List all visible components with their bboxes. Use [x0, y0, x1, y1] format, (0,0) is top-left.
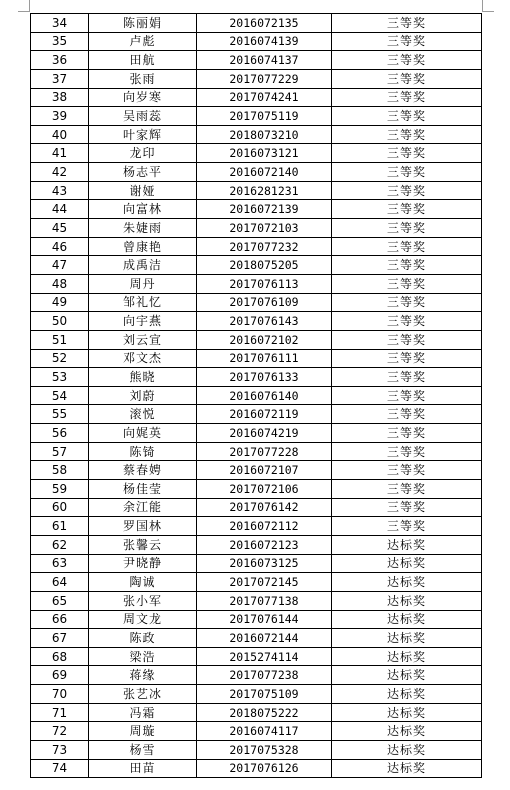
table-row — [31, 181, 482, 200]
row-number-cell: 73 — [31, 740, 89, 759]
student-id-cell: 2016072112 — [197, 517, 332, 536]
student-id-cell: 2017076143 — [197, 312, 332, 331]
student-id-cell: 2016072102 — [197, 330, 332, 349]
student-id-cell: 2017075109 — [197, 685, 332, 704]
student-name-cell: 向宇燕 — [89, 312, 197, 331]
student-id-cell: 2017072103 — [197, 219, 332, 238]
table-row — [31, 219, 482, 238]
table-row — [31, 685, 482, 704]
student-name-cell: 余江能 — [89, 498, 197, 517]
table-row — [31, 312, 482, 331]
table-row — [31, 256, 482, 275]
award-cell: 三等奖 — [332, 480, 482, 499]
student-id-cell: 2016073125 — [197, 554, 332, 573]
student-id-cell: 2016074219 — [197, 424, 332, 443]
student-name-cell: 周文龙 — [89, 610, 197, 629]
table-row — [31, 722, 482, 741]
row-number-cell: 34 — [31, 14, 89, 33]
row-number-cell: 66 — [31, 610, 89, 629]
award-table — [30, 13, 482, 778]
table-row — [31, 200, 482, 219]
student-id-cell: 2016072135 — [197, 14, 332, 33]
award-cell: 三等奖 — [332, 181, 482, 200]
student-id-cell: 2017075328 — [197, 740, 332, 759]
student-id-cell: 2017077138 — [197, 591, 332, 610]
student-id-cell: 2015274114 — [197, 647, 332, 666]
table-row — [31, 442, 482, 461]
award-cell: 三等奖 — [332, 386, 482, 405]
student-name-cell: 吴雨蕊 — [89, 107, 197, 126]
student-name-cell: 田苗 — [89, 759, 197, 778]
table-row — [31, 666, 482, 685]
award-cell: 三等奖 — [332, 312, 482, 331]
student-name-cell: 陈锜 — [89, 442, 197, 461]
award-cell: 三等奖 — [332, 69, 482, 88]
student-name-cell: 朱婕雨 — [89, 219, 197, 238]
award-cell: 三等奖 — [332, 237, 482, 256]
award-cell: 三等奖 — [332, 32, 482, 51]
table-row — [31, 740, 482, 759]
row-number-cell: 44 — [31, 200, 89, 219]
row-number-cell: 54 — [31, 386, 89, 405]
table-row — [31, 88, 482, 107]
student-name-cell: 邹礼忆 — [89, 293, 197, 312]
table-row — [31, 51, 482, 70]
student-id-cell: 2017074241 — [197, 88, 332, 107]
award-cell: 三等奖 — [332, 14, 482, 33]
student-id-cell: 2016076140 — [197, 386, 332, 405]
student-id-cell: 2016072107 — [197, 461, 332, 480]
student-name-cell: 梁浩 — [89, 647, 197, 666]
student-name-cell: 叶家辉 — [89, 125, 197, 144]
student-id-cell: 2017076133 — [197, 368, 332, 387]
table-row — [31, 498, 482, 517]
student-name-cell: 张艺冰 — [89, 685, 197, 704]
student-name-cell: 陈政 — [89, 629, 197, 648]
student-id-cell: 2017077238 — [197, 666, 332, 685]
student-name-cell: 周璇 — [89, 722, 197, 741]
student-id-cell: 2016074137 — [197, 51, 332, 70]
row-number-cell: 50 — [31, 312, 89, 331]
row-number-cell: 71 — [31, 703, 89, 722]
award-cell: 三等奖 — [332, 405, 482, 424]
award-cell: 三等奖 — [332, 163, 482, 182]
table-row — [31, 144, 482, 163]
student-name-cell: 蒋缘 — [89, 666, 197, 685]
row-number-cell: 68 — [31, 647, 89, 666]
row-number-cell: 36 — [31, 51, 89, 70]
award-cell: 三等奖 — [332, 293, 482, 312]
table-row — [31, 237, 482, 256]
student-id-cell: 2016072119 — [197, 405, 332, 424]
student-id-cell: 2016073121 — [197, 144, 332, 163]
row-number-cell: 42 — [31, 163, 89, 182]
student-id-cell: 2017072106 — [197, 480, 332, 499]
student-name-cell: 尹晓静 — [89, 554, 197, 573]
table-row — [31, 517, 482, 536]
row-number-cell: 67 — [31, 629, 89, 648]
student-name-cell: 陈丽娟 — [89, 14, 197, 33]
award-cell: 达标奖 — [332, 703, 482, 722]
award-cell: 达标奖 — [332, 573, 482, 592]
table-row — [31, 647, 482, 666]
student-name-cell: 周丹 — [89, 274, 197, 293]
award-cell: 三等奖 — [332, 125, 482, 144]
row-number-cell: 38 — [31, 88, 89, 107]
row-number-cell: 46 — [31, 237, 89, 256]
award-cell: 三等奖 — [332, 442, 482, 461]
row-number-cell: 39 — [31, 107, 89, 126]
table-row — [31, 703, 482, 722]
row-number-cell: 58 — [31, 461, 89, 480]
award-table-body — [31, 14, 482, 778]
table-row — [31, 386, 482, 405]
student-id-cell: 2018075222 — [197, 703, 332, 722]
student-id-cell: 2018075205 — [197, 256, 332, 275]
student-name-cell: 蔡春娉 — [89, 461, 197, 480]
row-number-cell: 59 — [31, 480, 89, 499]
page-corner-mark-right — [482, 0, 494, 12]
table-row — [31, 32, 482, 51]
student-name-cell: 熊晓 — [89, 368, 197, 387]
table-row — [31, 610, 482, 629]
student-id-cell: 2017077228 — [197, 442, 332, 461]
table-row — [31, 293, 482, 312]
row-number-cell: 69 — [31, 666, 89, 685]
award-cell: 达标奖 — [332, 740, 482, 759]
award-cell: 达标奖 — [332, 666, 482, 685]
row-number-cell: 41 — [31, 144, 89, 163]
student-id-cell: 2016072123 — [197, 535, 332, 554]
award-cell: 三等奖 — [332, 107, 482, 126]
student-name-cell: 张小军 — [89, 591, 197, 610]
table-row — [31, 125, 482, 144]
award-cell: 三等奖 — [332, 219, 482, 238]
award-cell: 三等奖 — [332, 349, 482, 368]
student-id-cell: 2016074117 — [197, 722, 332, 741]
row-number-cell: 74 — [31, 759, 89, 778]
row-number-cell: 37 — [31, 69, 89, 88]
student-id-cell: 2017077229 — [197, 69, 332, 88]
table-row — [31, 535, 482, 554]
student-id-cell: 2017076142 — [197, 498, 332, 517]
award-cell: 三等奖 — [332, 144, 482, 163]
student-id-cell: 2016072140 — [197, 163, 332, 182]
award-cell: 三等奖 — [332, 498, 482, 517]
row-number-cell: 56 — [31, 424, 89, 443]
award-cell: 三等奖 — [332, 256, 482, 275]
table-row — [31, 591, 482, 610]
award-cell: 达标奖 — [332, 685, 482, 704]
student-name-cell: 罗国林 — [89, 517, 197, 536]
row-number-cell: 47 — [31, 256, 89, 275]
student-id-cell: 2017076126 — [197, 759, 332, 778]
student-name-cell: 成禹洁 — [89, 256, 197, 275]
table-row — [31, 629, 482, 648]
student-id-cell: 2017075119 — [197, 107, 332, 126]
award-cell: 三等奖 — [332, 274, 482, 293]
row-number-cell: 52 — [31, 349, 89, 368]
award-cell: 三等奖 — [332, 200, 482, 219]
student-id-cell: 2016074139 — [197, 32, 332, 51]
award-cell: 三等奖 — [332, 88, 482, 107]
student-name-cell: 杨志平 — [89, 163, 197, 182]
student-name-cell: 向富林 — [89, 200, 197, 219]
student-id-cell: 2018073210 — [197, 125, 332, 144]
award-cell: 达标奖 — [332, 759, 482, 778]
row-number-cell: 40 — [31, 125, 89, 144]
award-cell: 三等奖 — [332, 330, 482, 349]
row-number-cell: 64 — [31, 573, 89, 592]
student-name-cell: 田航 — [89, 51, 197, 70]
student-id-cell: 2016072139 — [197, 200, 332, 219]
award-cell: 三等奖 — [332, 517, 482, 536]
table-row — [31, 759, 482, 778]
table-row — [31, 349, 482, 368]
award-cell: 三等奖 — [332, 368, 482, 387]
table-row — [31, 274, 482, 293]
award-cell: 三等奖 — [332, 424, 482, 443]
row-number-cell: 60 — [31, 498, 89, 517]
student-name-cell: 刘云宣 — [89, 330, 197, 349]
table-row — [31, 69, 482, 88]
table-row — [31, 330, 482, 349]
award-cell: 达标奖 — [332, 629, 482, 648]
table-row — [31, 461, 482, 480]
student-id-cell: 2017076109 — [197, 293, 332, 312]
student-id-cell: 2016072144 — [197, 629, 332, 648]
student-name-cell: 陶诚 — [89, 573, 197, 592]
row-number-cell: 51 — [31, 330, 89, 349]
student-id-cell: 2017076113 — [197, 274, 332, 293]
table-row — [31, 14, 482, 33]
student-name-cell: 邓文杰 — [89, 349, 197, 368]
table-row — [31, 405, 482, 424]
row-number-cell: 43 — [31, 181, 89, 200]
student-name-cell: 向娓英 — [89, 424, 197, 443]
table-row — [31, 554, 482, 573]
award-cell: 达标奖 — [332, 610, 482, 629]
student-name-cell: 滚悦 — [89, 405, 197, 424]
student-name-cell: 曾康艳 — [89, 237, 197, 256]
row-number-cell: 72 — [31, 722, 89, 741]
table-row — [31, 424, 482, 443]
student-name-cell: 卢彪 — [89, 32, 197, 51]
student-name-cell: 杨雪 — [89, 740, 197, 759]
table-row — [31, 107, 482, 126]
award-cell: 达标奖 — [332, 591, 482, 610]
row-number-cell: 63 — [31, 554, 89, 573]
student-name-cell: 谢娅 — [89, 181, 197, 200]
row-number-cell: 55 — [31, 405, 89, 424]
table-row — [31, 163, 482, 182]
table-row — [31, 368, 482, 387]
table-row — [31, 480, 482, 499]
row-number-cell: 45 — [31, 219, 89, 238]
student-name-cell: 刘蔚 — [89, 386, 197, 405]
row-number-cell: 48 — [31, 274, 89, 293]
row-number-cell: 35 — [31, 32, 89, 51]
student-id-cell: 2017072145 — [197, 573, 332, 592]
student-name-cell: 杨佳莹 — [89, 480, 197, 499]
row-number-cell: 65 — [31, 591, 89, 610]
student-id-cell: 2017076111 — [197, 349, 332, 368]
row-number-cell: 53 — [31, 368, 89, 387]
award-cell: 达标奖 — [332, 722, 482, 741]
student-name-cell: 向岁寒 — [89, 88, 197, 107]
row-number-cell: 49 — [31, 293, 89, 312]
award-cell: 三等奖 — [332, 461, 482, 480]
award-cell: 达标奖 — [332, 535, 482, 554]
row-number-cell: 61 — [31, 517, 89, 536]
table-row — [31, 573, 482, 592]
student-id-cell: 2016281231 — [197, 181, 332, 200]
student-name-cell: 龙印 — [89, 144, 197, 163]
student-id-cell: 2017076144 — [197, 610, 332, 629]
row-number-cell: 70 — [31, 685, 89, 704]
page-corner-mark-left — [18, 0, 30, 12]
student-name-cell: 张雨 — [89, 69, 197, 88]
row-number-cell: 57 — [31, 442, 89, 461]
student-name-cell: 冯霜 — [89, 703, 197, 722]
row-number-cell: 62 — [31, 535, 89, 554]
award-cell: 达标奖 — [332, 647, 482, 666]
student-id-cell: 2017077232 — [197, 237, 332, 256]
student-name-cell: 张馨云 — [89, 535, 197, 554]
award-cell: 三等奖 — [332, 51, 482, 70]
award-cell: 达标奖 — [332, 554, 482, 573]
